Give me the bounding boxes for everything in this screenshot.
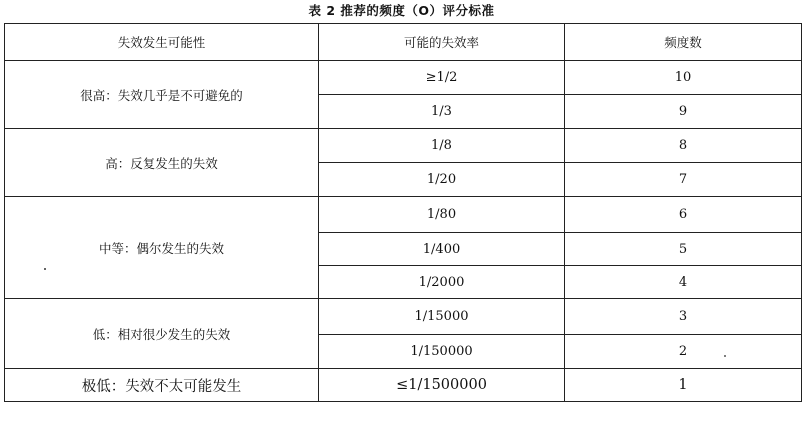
frequency-rank-cell: 6 — [565, 197, 802, 233]
failure-rate-cell: 1/2000 — [319, 266, 565, 299]
header-row — [5, 24, 802, 61]
table-row — [5, 299, 802, 335]
failure-rate-cell: 1/150000 — [319, 335, 565, 369]
failure-rate-cell: ≥1/2 — [319, 61, 565, 95]
scan-speck — [44, 268, 46, 270]
frequency-rank-cell: 3 — [565, 299, 802, 335]
frequency-rank-cell: 7 — [565, 163, 802, 197]
possibility-cell-very-high: 很高：失效几乎是不可避免的 — [5, 61, 319, 129]
table-row — [5, 129, 802, 163]
possibility-cell-medium: 中等：偶尔发生的失效 — [5, 197, 319, 299]
failure-rate-cell: 1/3 — [319, 95, 565, 129]
scan-speck — [724, 355, 726, 357]
frequency-rank-cell: 5 — [565, 233, 802, 266]
frequency-rank-cell: 8 — [565, 129, 802, 163]
frequency-rank-cell: 2 — [565, 335, 802, 369]
possibility-cell-high: 高：反复发生的失效 — [5, 129, 319, 197]
failure-rate-cell: 1/80 — [319, 197, 565, 233]
table-row — [5, 61, 802, 95]
failure-rate-cell: 1/15000 — [319, 299, 565, 335]
possibility-cell-low: 低：相对很少发生的失效 — [5, 299, 319, 369]
frequency-rank-cell: 1 — [565, 369, 802, 402]
header-failure-rate: 可能的失效率 — [319, 24, 565, 61]
possibility-cell-very-low: 极低：失效不太可能发生 — [5, 369, 319, 402]
frequency-rank-cell: 9 — [565, 95, 802, 129]
failure-rate-cell: 1/20 — [319, 163, 565, 197]
table-caption: 表 2 推荐的频度（O）评分标准 — [308, 3, 495, 18]
frequency-rank-cell: 4 — [565, 266, 802, 299]
frequency-rank-cell: 10 — [565, 61, 802, 95]
failure-rate-cell: ≤1/1500000 — [319, 369, 565, 402]
frequency-rating-table — [4, 23, 802, 402]
table-row — [5, 369, 802, 402]
header-frequency-rank: 频度数 — [565, 24, 802, 61]
table-row — [5, 197, 802, 233]
failure-rate-cell: 1/400 — [319, 233, 565, 266]
header-possibility: 失效发生可能性 — [5, 24, 319, 61]
failure-rate-cell: 1/8 — [319, 129, 565, 163]
